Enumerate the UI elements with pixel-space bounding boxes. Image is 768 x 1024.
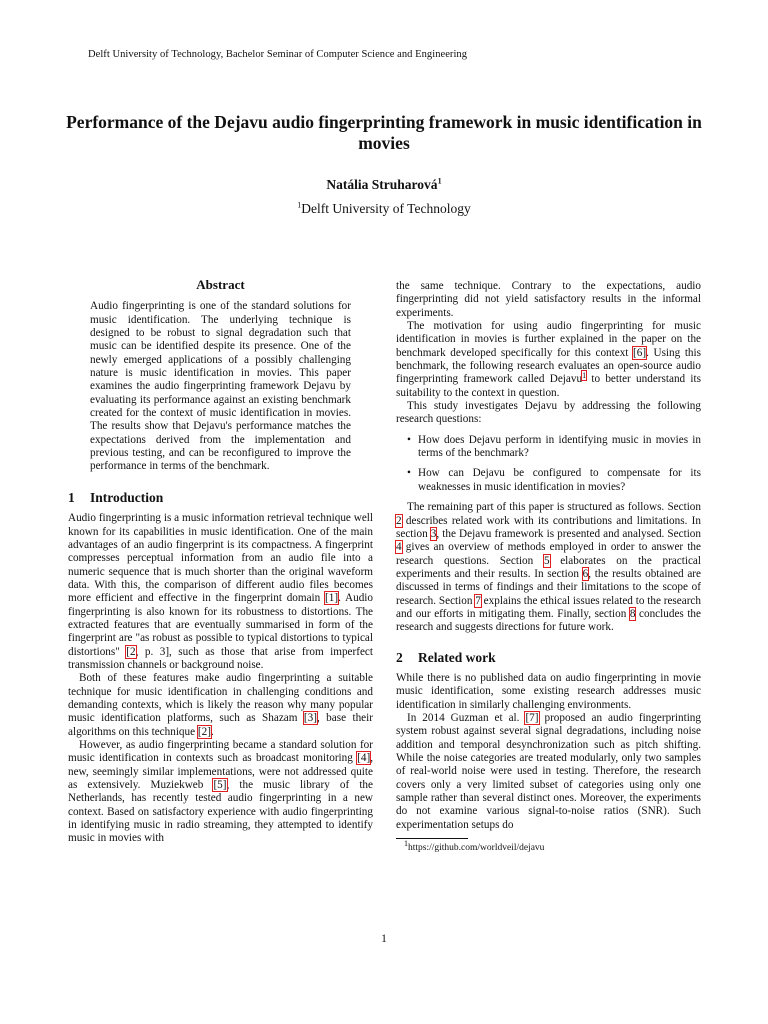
citation-link[interactable]: [4]	[357, 752, 371, 765]
text-run: concludes the research and suggests directions for future work.	[396, 607, 701, 634]
footnote-url[interactable]: https://github.com/worldveil/dejavu	[408, 843, 545, 854]
text-run: Both of these features make audio fingerprinting a suitable technique for music identification in challenging conditions and demanding contexts, which is likely the reason why many popular music identification platforms, such as Shazam	[68, 672, 373, 725]
right-paragraph-2	[396, 320, 701, 400]
text-run: Audio fingerprinting is a music information retrieval technique well known for its capabilities in music identification. One of the main advantages of an audio fingerprint is its compactness. A fingerprint compresses perceptual information from an audio file into a numeric sequence that is much shorter than the original waveform data. With this, the comparison of different audio files becomes more efficient and effective in the fingerprint domain	[68, 512, 373, 605]
text-run: describes related work with its contributions and limitations. In section	[396, 514, 701, 540]
section-link-4[interactable]: 4	[396, 541, 402, 554]
text-run: gives an overview of methods employed in order to answer the research questions. Section	[396, 541, 701, 567]
related-paragraph-2	[396, 712, 701, 832]
text-run: . Audio fingerprinting is also known for its robustness to distortions. The extracted features that are eventually summarised in form of the fingerprint are "as robust as possible to typical distortions to typical distortions"	[68, 592, 373, 658]
citation-link[interactable]: [1]	[325, 592, 339, 605]
text-run: In 2014 Guzman et al.	[407, 711, 526, 724]
text-run: , the music library of the Netherlands, has recently tested audio fingerprinting in a new context. Based on satisfactory experience with audio fingerprinting in identifying music in radio streaming, they attempted to identify music in movies with	[68, 779, 373, 845]
section-title: Related work	[418, 649, 496, 665]
text-run: , the results obtained are discussed in terms of findings and their limitations to the scope of research. Section	[396, 567, 701, 607]
text-run: , base their algorithms on this technique	[68, 712, 373, 738]
text-run: to better understand its suitability to the context in question.	[396, 373, 701, 399]
text-run: elaborates on the practical experiments and their results. In section	[396, 554, 701, 580]
citation-link[interactable]: [7]	[525, 711, 539, 724]
abstract-heading: Abstract	[196, 277, 245, 292]
left-column	[68, 278, 373, 846]
right-paragraph-1: the same technique. Contrary to the expectations, audio fingerprinting did not yield satisfactory results in the informal experiments.	[396, 280, 701, 319]
abstract-text: Audio fingerprinting is one of the standard solutions for music identification. The underlying technique is designed to be robust to signal degradation such that music can be identified despite its presence. One of the newly emerged applications of a possibly challenging nature is music identification in movies. This paper examines the audio fingerprinting framework Dejavu by evaluating its performance against an existing benchmark created for the context of music identification in movies. The results show that Dejavu's performance matches the expectations derived from the implementation and previous testing, and can be reconfigured to improve the performance in terms of the benchmark.	[90, 300, 351, 473]
author-affiliation-mark: 1	[437, 176, 442, 186]
text-run: The motivation for using audio fingerprinting for music identification in movies is further explained in the paper on the benchmark developed specifically for this context	[396, 320, 701, 359]
research-questions-list	[396, 434, 701, 494]
section-link-8[interactable]: 8	[629, 607, 636, 620]
affiliation-mark: 1	[297, 200, 302, 210]
footnote-link[interactable]: 1	[582, 370, 587, 380]
footnote	[396, 838, 701, 855]
text-run: , p. 3], such as those that arise from imperfect transmission channels or background noise.	[68, 645, 374, 671]
section-number: 2	[396, 649, 403, 665]
intro-paragraph-2	[68, 672, 373, 739]
section-link-7[interactable]: 7	[475, 594, 481, 607]
page-number: 1	[381, 933, 387, 945]
right-paragraph-3: This study investigates Dejavu by addressing the following research questions:	[396, 400, 701, 426]
text-run: , new, seemingly similar implementations, were not addressed quite as extensively. Muziekweb	[68, 752, 373, 792]
citation-link[interactable]: [6]	[633, 346, 647, 359]
running-head: Delft University of Technology, Bachelor Seminar of Computer Science and Engineering	[88, 49, 468, 60]
section-link-5[interactable]: 5	[543, 554, 550, 567]
text-run: , the Dejavu framework is presented and analysed. Section	[436, 527, 701, 540]
section-heading-introduction	[68, 491, 373, 504]
right-column	[396, 280, 701, 855]
text-run: .	[210, 725, 214, 738]
text-run: proposed an audio fingerprinting system robust against several signal degradations, including noise addition and temporal desynchronization such as pitch shifting. While the noise categories are treated modularly, only two samples of real-world noise were used in testing. Therefore, the research covers only a very limited subset of categories using only one sample rather than several distinct ones. Moreover, the experiments do not examine various signal-to-noise ratios (SNR). Such experimentation setups do	[396, 711, 701, 831]
citation-link[interactable]: [5]	[213, 779, 227, 792]
section-number: 1	[68, 489, 75, 505]
section-heading-related-work	[396, 651, 701, 664]
section-link-2[interactable]: 2	[396, 514, 402, 527]
list-item: • How can Dejavu be configured to compensate for its weaknesses in music identification in movies?	[418, 467, 701, 494]
author-name: Natália Struharová	[326, 177, 438, 192]
text-run: . Using this benchmark, the following research evaluates an open-source audio fingerprinting framework called Dejavu	[396, 346, 701, 386]
footnote-mark: 1	[404, 838, 408, 848]
author-line	[0, 177, 768, 193]
paper-title: Performance of the Dejavu audio fingerprinting framework in music identification in movies	[66, 112, 702, 153]
citation-link[interactable]: [2	[126, 645, 136, 658]
section-title: Introduction	[90, 489, 164, 505]
text-run: The remaining part of this paper is structured as follows. Section	[407, 501, 701, 514]
affiliation-line	[0, 201, 768, 217]
list-item: • How does Dejavu perform in identifying music in movies in terms of the benchmark?	[418, 434, 701, 461]
text-run: explains the ethical issues related to the research and our efforts in mitigating them. Finally, section	[396, 594, 701, 620]
text-run: However, as audio fingerprinting became a standard solution for music identification in contexts such as broadcast monitoring	[68, 739, 373, 765]
section-link-3[interactable]: 3	[430, 527, 437, 540]
citation-link[interactable]: [2]	[197, 725, 211, 738]
affiliation-name: Delft University of Technology	[301, 201, 471, 216]
right-paragraph-4	[396, 501, 701, 634]
related-paragraph-1: While there is no published data on audio fingerprinting in movie music identification, some existing research addresses music identification in similarly challenging environments.	[396, 671, 701, 711]
citation-link[interactable]: [3]	[303, 712, 317, 725]
section-link-6[interactable]: 6	[582, 567, 589, 580]
intro-paragraph-1	[68, 512, 373, 672]
intro-paragraph-3	[68, 739, 373, 846]
